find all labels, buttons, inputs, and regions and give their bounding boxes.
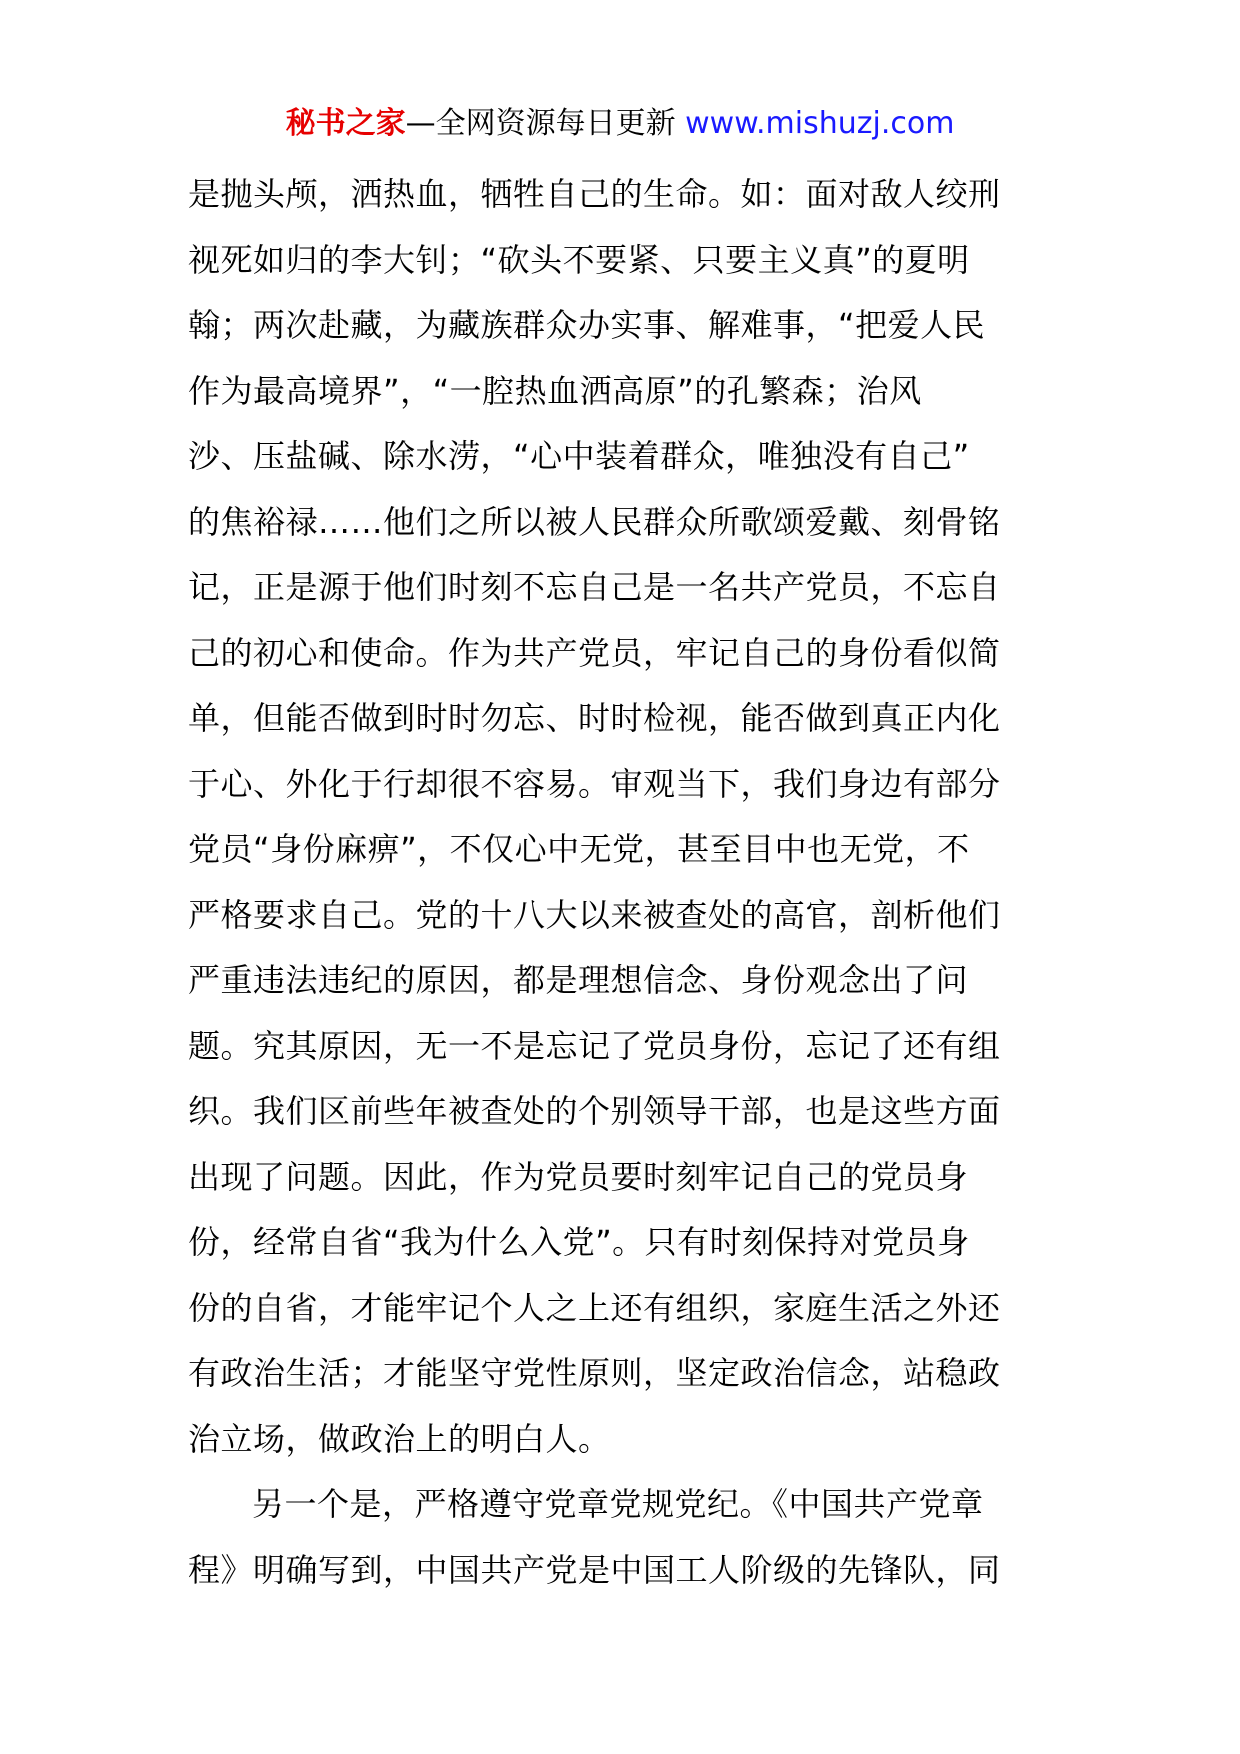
text-line: 有政治生活；才能坚守党性原则，坚定政治信念，站稳政	[188, 1354, 1001, 1392]
text-line: 织。我们区前些年被查处的个别领导干部，也是这些方面	[188, 1092, 1001, 1130]
brand-name: 秘书之家	[285, 106, 406, 141]
text-line: 党员“身份麻痹”，不仅心中无党，甚至目中也无党，不	[188, 830, 970, 868]
text-line: 另一个是，严格遵守党章党规党纪。《中国共产党章	[252, 1485, 984, 1523]
text-line: 题。究其原因，无一不是忘记了党员身份，忘记了还有组	[188, 1026, 1001, 1065]
text-line: 单，但能否做到时时勿忘、时时检视，能否做到真正内化	[188, 699, 1001, 737]
text-line: 于心、外化于行却很不容易。审观当下，我们身边有部分	[188, 764, 1001, 803]
text-line: 份，经常自省“我为什么入党”。只有时刻保持对党员身	[188, 1223, 970, 1261]
text-line: 程》明确写到，中国共产党是中国工人阶级的先锋队，同	[188, 1550, 1001, 1589]
text-line: 沙、压盐碱、除水涝，“心中装着群众，唯独没有自己”	[188, 437, 970, 475]
site-header	[0, 104, 1240, 144]
text-line: 视死如归的李大钊；“砍头不要紧、只要主义真”的夏明	[188, 240, 970, 279]
text-line: 作为最高境界”，“一腔热血洒高原”的孔繁森；治风	[188, 371, 922, 410]
header-tagline: —全网资源每日更新	[405, 106, 686, 141]
text-line: 是抛头颅，洒热血，牺牲自己的生命。如：面对敌人绞刑	[188, 175, 1001, 213]
text-line: 份的自省，才能牢记个人之上还有组织，家庭生活之外还	[188, 1288, 1001, 1327]
document-body	[188, 162, 1048, 1603]
text-line: 己的初心和使命。作为共产党员，牢记自己的身份看似简	[188, 633, 1001, 672]
text-line: 翰；两次赴藏，为藏族群众办实事、解难事，“把爱人民	[188, 306, 986, 344]
text-line: 出现了问题。因此，作为党员要时刻牢记自己的党员身	[188, 1157, 969, 1196]
paragraph	[188, 162, 1048, 1472]
text-line: 治立场，做政治上的明白人。	[188, 1419, 611, 1458]
paragraph	[188, 1472, 1048, 1603]
text-line: 严格要求自己。党的十八大以来被查处的高官，剖析他们	[188, 895, 1001, 934]
text-line: 的焦裕禄……他们之所以被人民群众所歌颂爱戴、刻骨铭	[188, 502, 1001, 541]
text-line: 严重违法违纪的原因，都是理想信念、身份观念出了问	[188, 961, 969, 999]
text-line: 记，正是源于他们时刻不忘自己是一名共产党员，不忘自	[188, 568, 1001, 606]
site-url-link[interactable]: www.mishuzj.com	[685, 106, 955, 141]
